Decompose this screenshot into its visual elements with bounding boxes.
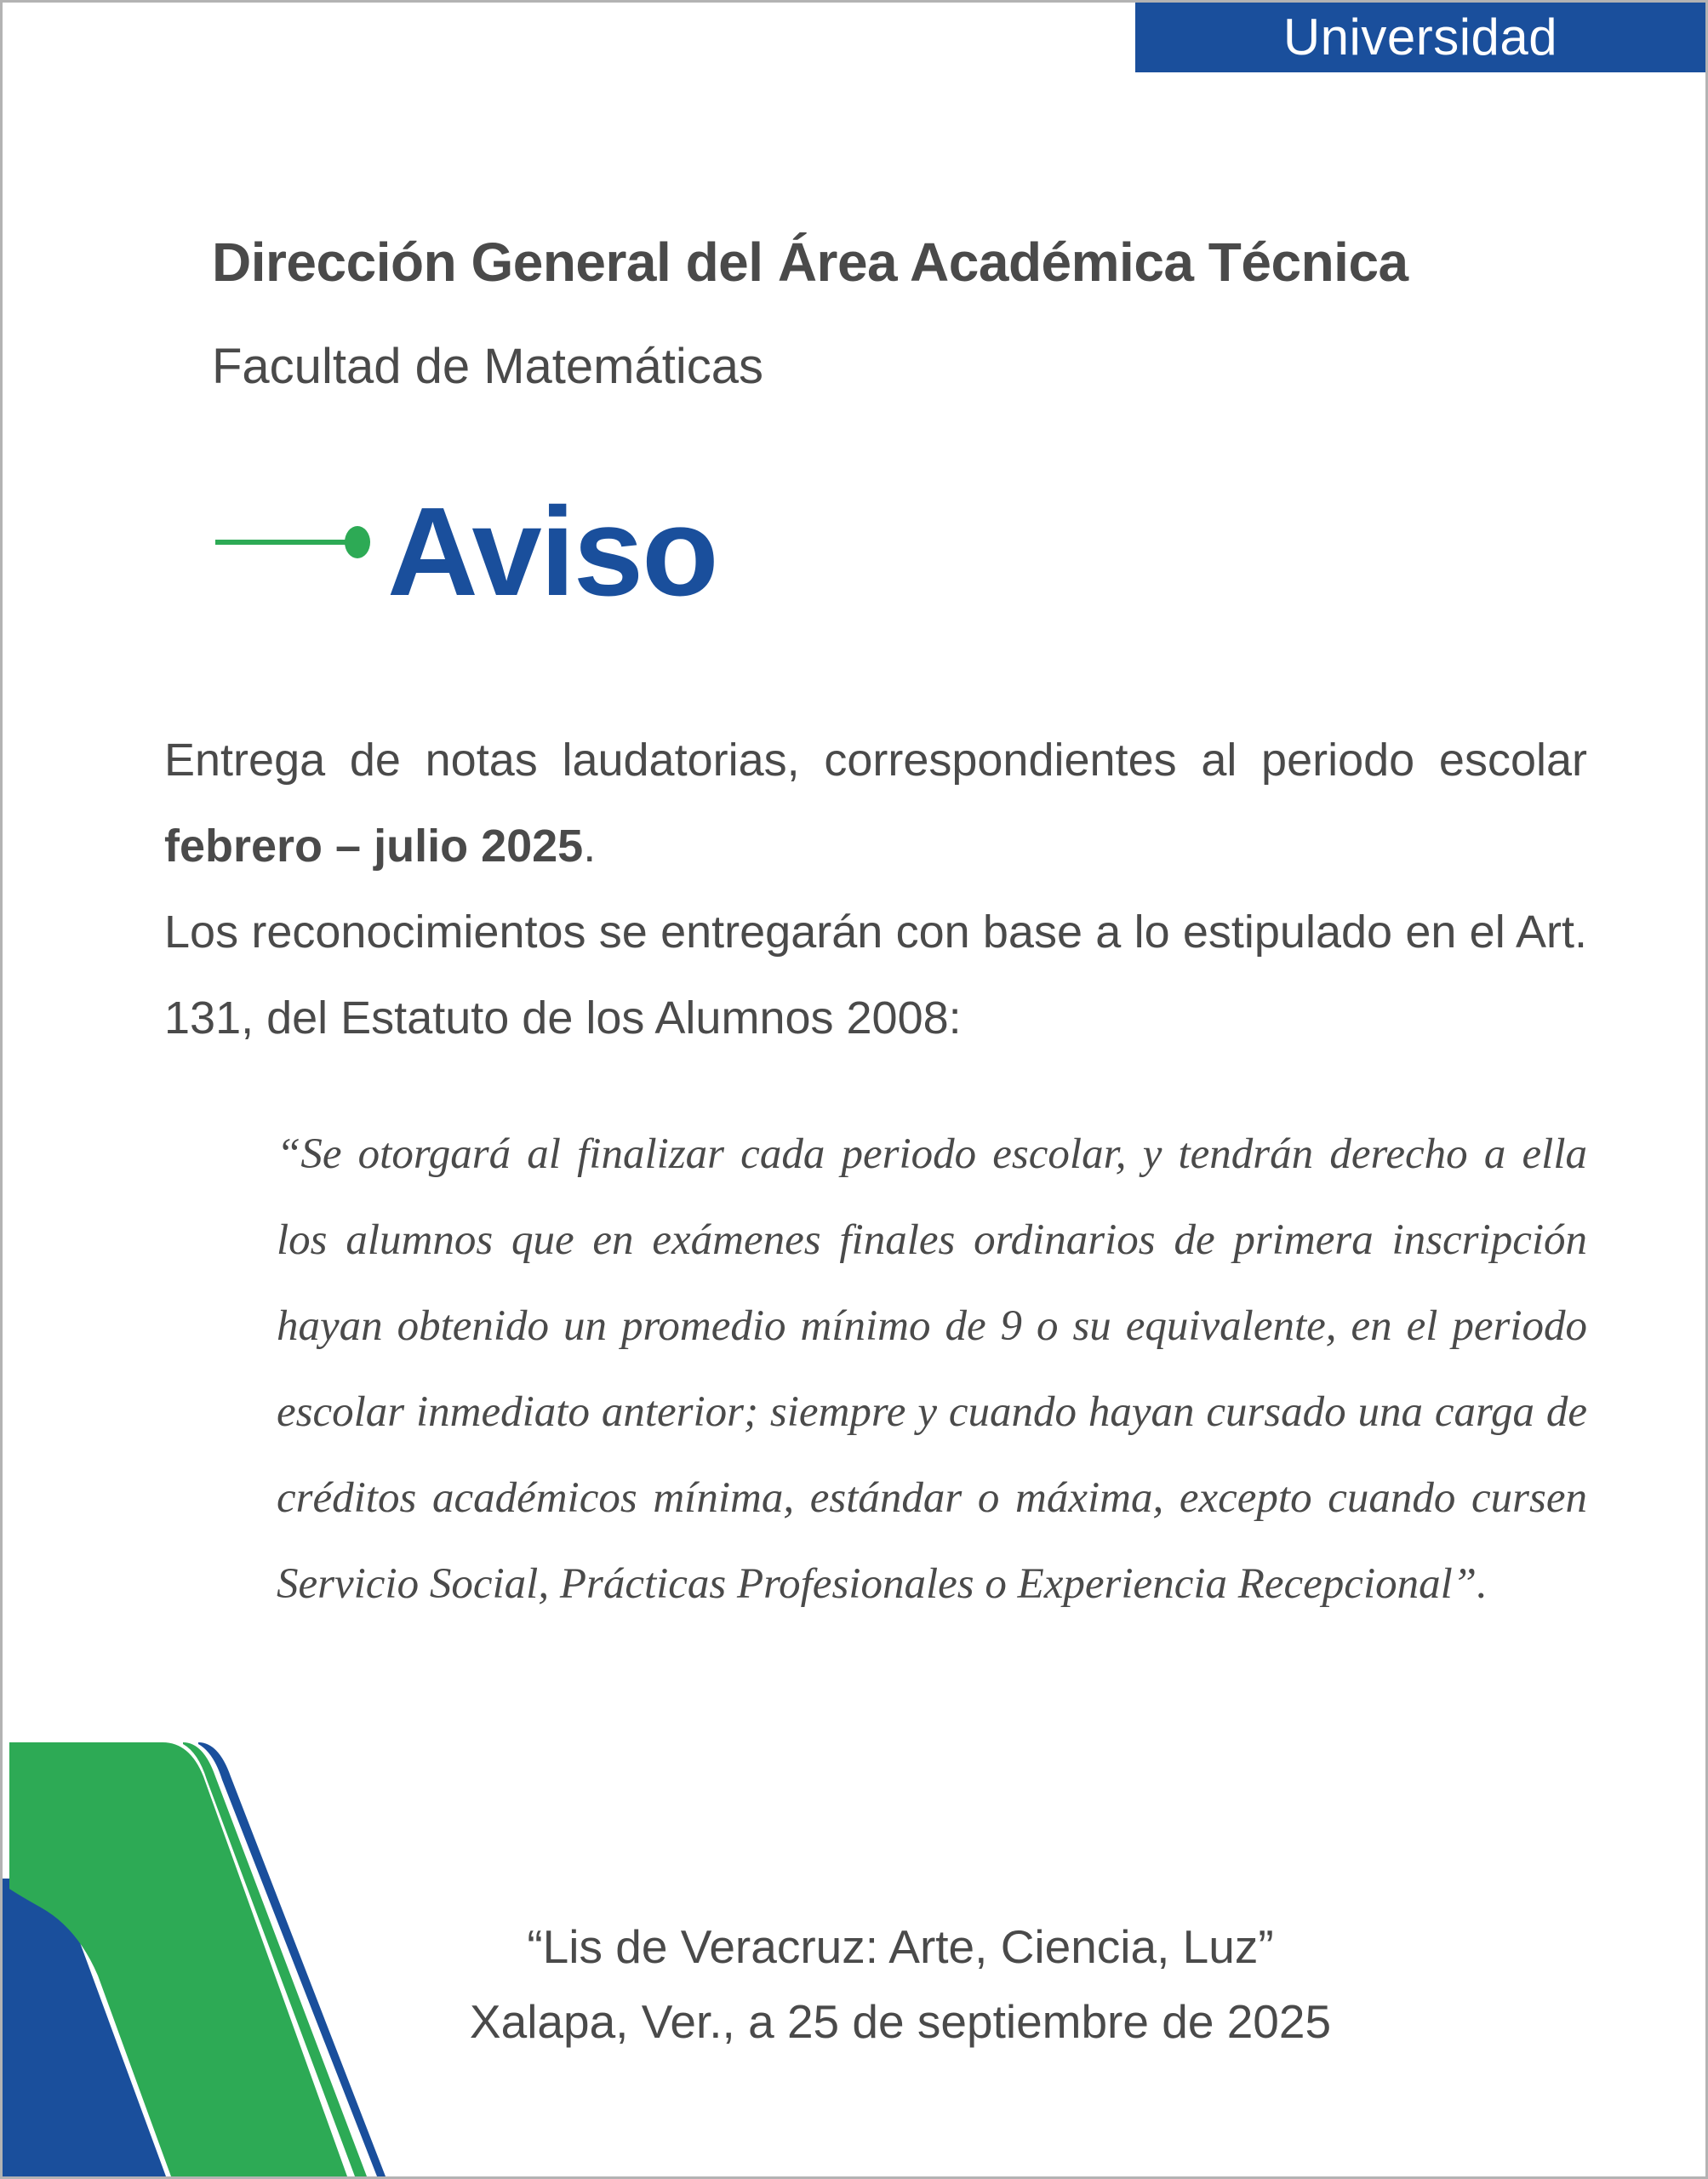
place-date: Xalapa, Ver., a 25 de septiembre de 2025: [469, 1995, 1332, 2048]
intro-end: .: [583, 821, 597, 872]
statute-quote: [277, 1112, 1587, 1627]
intro-paragraph: [164, 718, 1587, 889]
facultad-subheading: Facultad de Matemáticas: [212, 339, 763, 394]
university-brand-banner: Universidad Veracruzana: [1135, 3, 1705, 72]
footer-block: [368, 1909, 1432, 2059]
aviso-title: Aviso: [387, 482, 717, 622]
intro-period-bold: febrero – julio 2025: [164, 821, 584, 872]
motto: “Lis de Veracruz: Arte, Ciencia, Luz”: [527, 1920, 1274, 1973]
notice-body: [164, 718, 1587, 1061]
statute-paragraph: Los reconocimientos se entregarán con base a lo estipulado en el Art. 131, del Estatuto de los Alumnos 2008:: [164, 906, 1587, 1044]
intro-text: Entrega de notas laudatorias, correspondientes al periodo escolar: [164, 735, 1587, 786]
direccion-heading: Dirección General del Área Académica Técnica: [212, 232, 1408, 293]
corner-stripes-decoration: [3, 1742, 403, 2176]
green-line-dot-icon: [215, 523, 375, 561]
quote-text: “Se otorgará al finalizar cada periodo escolar, y tendrán derecho a ella los alumnos que en exámenes finales ordinarios de primera inscripción hayan obtenido un promedio mínimo de 9 o su equivalente, en el periodo escolar inmediato anterior; siempre y cuando hayan cursado una carga de créditos académicos mínima, estándar o máxima, excepto cuando cursen Servicio Social, Prácticas Profesionales o Experiencia Recepcional”.: [277, 1130, 1587, 1608]
